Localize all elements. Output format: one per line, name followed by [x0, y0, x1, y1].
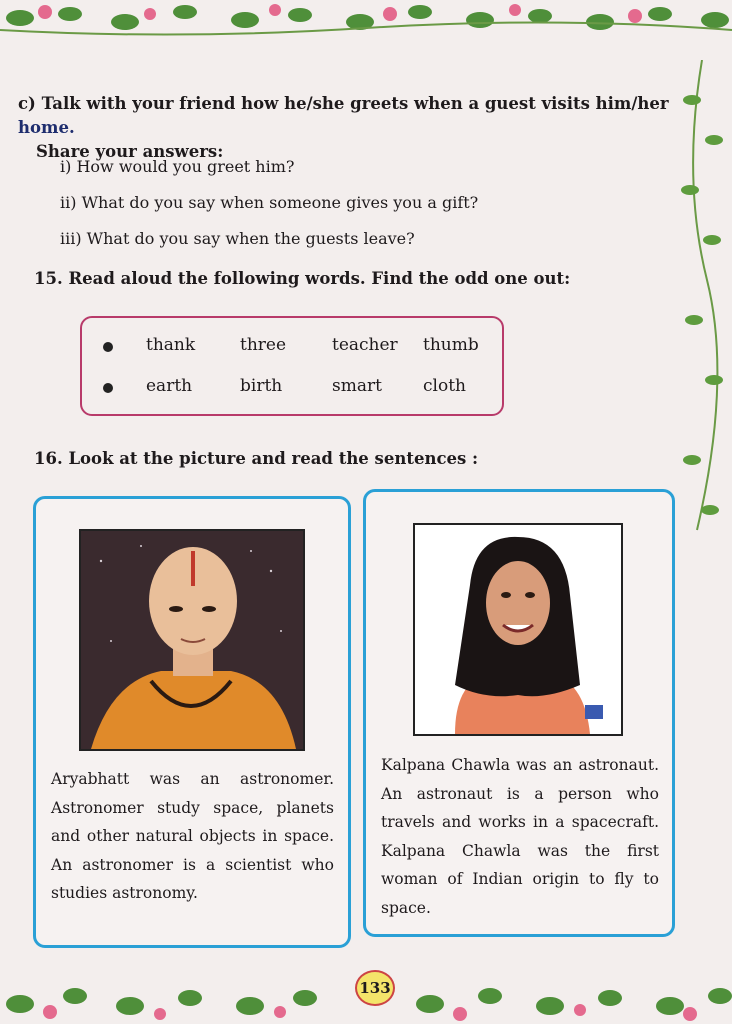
heading-text: c) Talk with your friend how he/she greets when a guest visits him/her: [18, 94, 669, 113]
floral-border-top: [0, 0, 732, 52]
odd-one-out-box: [80, 316, 504, 416]
aryabhatt-card: [33, 496, 351, 948]
kalpana-chawla-description: Kalpana Chawla was an astronaut. An astronaut is a person who travels and works in a spacecraft. Kalpana Chawla was the first woman of Indian origin to fly to space.: [381, 756, 659, 917]
aryabhatt-description: Aryabhatt was an astronomer. Astronomer study space, planets and other natural objects in space. An astronomer is a scientist who studies astronomy.: [51, 770, 334, 902]
heading-home-word: home.: [18, 118, 75, 137]
word: birth: [240, 376, 283, 396]
question-item: ii) What do you say when someone gives you a gift?: [60, 193, 479, 212]
word: earth: [146, 376, 193, 396]
question-16-title: 16. Look at the picture and read the sentences :: [34, 449, 479, 468]
word: teacher: [332, 335, 398, 355]
section-c-heading: [18, 92, 688, 164]
section-c: [18, 92, 688, 164]
word: thank: [146, 335, 196, 355]
bullet-icon: [103, 342, 113, 352]
question-list: [60, 155, 478, 263]
kalpana-chawla-card: [363, 489, 675, 937]
bullet-icon: [103, 383, 113, 393]
heading-line2: Share your answers:: [36, 142, 224, 161]
question-15-title: 15. Read aloud the following words. Find the odd one out:: [34, 269, 571, 288]
question-item: i) How would you greet him?: [60, 157, 295, 176]
word: three: [240, 335, 287, 355]
page-number: 133: [355, 970, 395, 1006]
word: thumb: [423, 335, 479, 355]
aryabhatt-portrait: [79, 529, 305, 751]
word-row: [82, 376, 502, 400]
question-item: iii) What do you say when the guests leave?: [60, 229, 415, 248]
word: smart: [332, 376, 382, 396]
word: cloth: [423, 376, 466, 396]
word-row: [82, 335, 502, 359]
kalpana-chawla-portrait: [413, 523, 623, 736]
